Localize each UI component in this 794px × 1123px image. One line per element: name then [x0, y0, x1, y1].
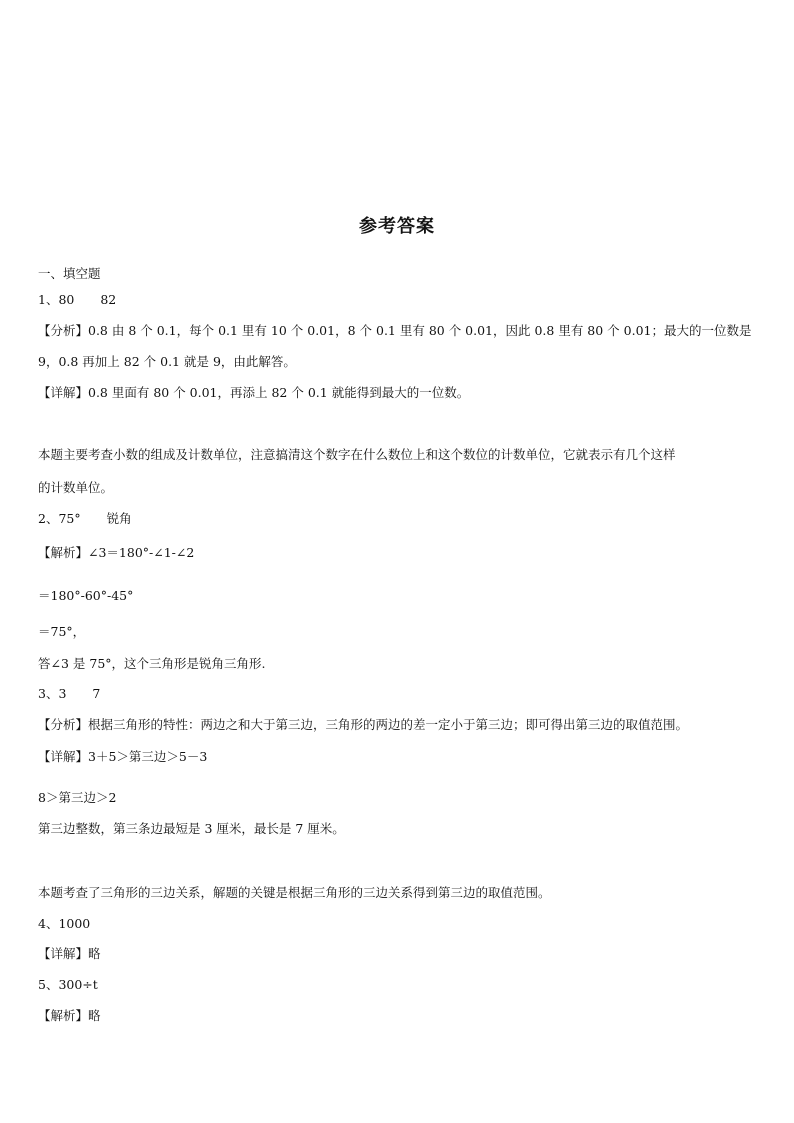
q2-analysis: 【解析】∠3＝180°-∠1-∠2: [38, 545, 195, 560]
q2-conclusion: 答∠3 是 75°，这个三角形是锐角三角形.: [38, 656, 266, 671]
q5-analysis: 【解析】略: [38, 1008, 101, 1023]
q2-answer-2: 锐角: [106, 511, 132, 526]
q4-detail: 【详解】略: [38, 946, 101, 961]
page-title: 参考答案: [359, 216, 435, 237]
q3-note: 本题考查了三角形的三边关系，解题的关键是根据三角形的三边关系得到第三边的取值范围。: [38, 885, 551, 900]
q3-step-1: 8＞第三边＞2: [38, 790, 117, 805]
q3-step-2: 第三边整数，第三条边最短是 3 厘米，最长是 7 厘米。: [38, 821, 345, 836]
q1-analysis-line-1: 【分析】0.8 由 8 个 0.1，每个 0.1 里有 10 个 0.01，8 个 0.1 里有 80 个 0.01，因此 0.8 里有 80 个 0.01；最大的一位数是: [38, 323, 752, 338]
q1-note-line-2: 的计数单位。: [38, 480, 114, 495]
q3-answer: [38, 686, 762, 702]
q2-step-1: ＝180°-60°-45°: [38, 588, 134, 603]
q2-answer: [38, 511, 762, 527]
q3-analysis: 【分析】根据三角形的特性：两边之和大于第三边，三角形的两边的差一定小于第三边；即可得出第三边的取值范围。: [38, 717, 689, 732]
q1-analysis-line-2: 9，0.8 再加上 82 个 0.1 就是 9，由此解答。: [38, 354, 296, 369]
q3-answer-2: 7: [92, 686, 101, 701]
q2-number: 2、75°: [38, 511, 81, 526]
q3-number: 3、3: [38, 686, 67, 701]
q3-detail: 【详解】3＋5＞第三边＞5－3: [38, 749, 208, 764]
q4-answer: 4、1000: [38, 916, 91, 931]
q2-step-2: ＝75°，: [38, 624, 86, 639]
section-heading: 一、填空题: [38, 266, 101, 281]
q1-number: 1、80: [38, 292, 75, 307]
q1-detail: 【详解】0.8 里面有 80 个 0.01，再添上 82 个 0.1 就能得到最大的一位数。: [38, 385, 470, 400]
q1-note-line-1: 本题主要考查小数的组成及计数单位，注意搞清这个数字在什么数位上和这个数位的计数单位，它就表示有几个这样: [38, 447, 676, 462]
q5-answer: 5、300÷t: [38, 977, 98, 992]
q1-answer-2: 82: [100, 292, 117, 307]
q1-answer: [38, 292, 762, 308]
